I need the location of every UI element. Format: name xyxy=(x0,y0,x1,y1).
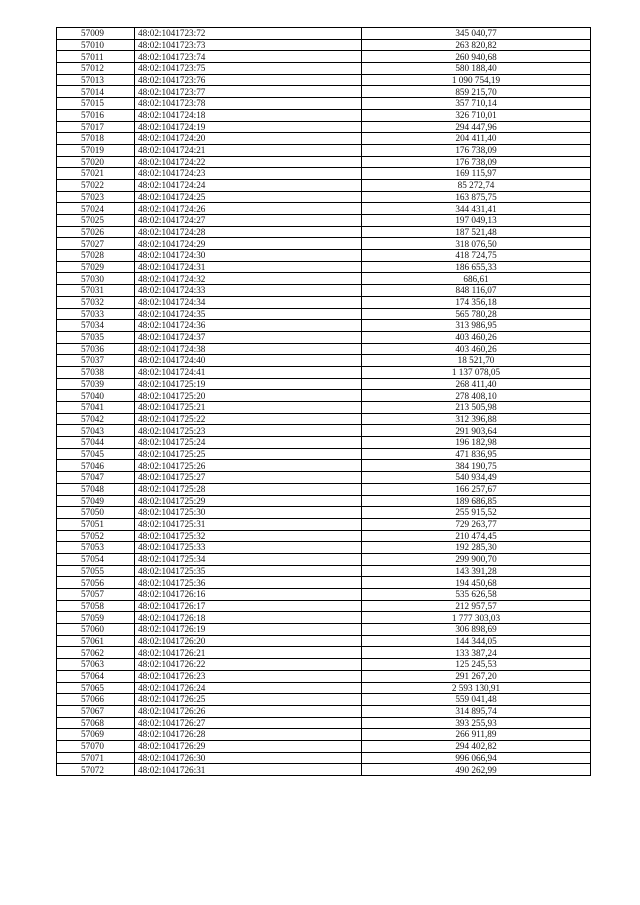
cadastral-number: 48:02:1041725:28 xyxy=(135,483,362,495)
cadastral-number: 48:02:1041724:36 xyxy=(135,320,362,332)
table-row xyxy=(57,472,591,484)
cadastral-value: 299 900,70 xyxy=(362,553,591,565)
cadastral-number: 48:02:1041726:19 xyxy=(135,624,362,636)
table-row xyxy=(57,121,591,133)
row-number: 57051 xyxy=(57,518,135,530)
cadastral-number: 48:02:1041726:29 xyxy=(135,740,362,752)
cadastral-number: 48:02:1041724:29 xyxy=(135,238,362,250)
row-number: 57023 xyxy=(57,191,135,203)
row-number: 57021 xyxy=(57,168,135,180)
cadastral-number: 48:02:1041724:28 xyxy=(135,226,362,238)
row-number: 57013 xyxy=(57,74,135,86)
cadastral-number: 48:02:1041726:25 xyxy=(135,694,362,706)
row-number: 57036 xyxy=(57,343,135,355)
row-number: 57045 xyxy=(57,448,135,460)
cadastral-value: 2 593 130,91 xyxy=(362,682,591,694)
cadastral-number: 48:02:1041726:18 xyxy=(135,612,362,624)
cadastral-value: 686,61 xyxy=(362,273,591,285)
cadastral-number: 48:02:1041726:31 xyxy=(135,764,362,776)
row-number: 57042 xyxy=(57,413,135,425)
row-number: 57063 xyxy=(57,659,135,671)
row-number: 57053 xyxy=(57,542,135,554)
cadastral-number: 48:02:1041725:29 xyxy=(135,495,362,507)
cadastral-number: 48:02:1041725:35 xyxy=(135,565,362,577)
cadastral-number: 48:02:1041725:19 xyxy=(135,378,362,390)
cadastral-number: 48:02:1041724:27 xyxy=(135,215,362,227)
row-number: 57060 xyxy=(57,624,135,636)
cadastral-value: 306 898,69 xyxy=(362,624,591,636)
cadastral-value: 196 182,98 xyxy=(362,437,591,449)
cadastral-number: 48:02:1041723:73 xyxy=(135,39,362,51)
table-row xyxy=(57,74,591,86)
row-number: 57057 xyxy=(57,589,135,601)
table-row xyxy=(57,156,591,168)
row-number: 57069 xyxy=(57,729,135,741)
cadastral-number: 48:02:1041725:26 xyxy=(135,460,362,472)
row-number: 57040 xyxy=(57,390,135,402)
cadastral-value: 197 049,13 xyxy=(362,215,591,227)
table-row xyxy=(57,635,591,647)
row-number: 57034 xyxy=(57,320,135,332)
cadastral-number: 48:02:1041726:23 xyxy=(135,670,362,682)
cadastral-number: 48:02:1041723:72 xyxy=(135,28,362,40)
cadastral-number: 48:02:1041724:24 xyxy=(135,179,362,191)
cadastral-value: 318 076,50 xyxy=(362,238,591,250)
cadastral-number: 48:02:1041724:38 xyxy=(135,343,362,355)
table-row xyxy=(57,425,591,437)
row-number: 57072 xyxy=(57,764,135,776)
table-row xyxy=(57,694,591,706)
cadastral-number: 48:02:1041725:21 xyxy=(135,402,362,414)
table-row xyxy=(57,144,591,156)
row-number: 57054 xyxy=(57,553,135,565)
table-row xyxy=(57,179,591,191)
cadastral-value-table xyxy=(56,27,591,776)
table-row xyxy=(57,682,591,694)
table-row xyxy=(57,261,591,273)
row-number: 57017 xyxy=(57,121,135,133)
cadastral-number: 48:02:1041725:34 xyxy=(135,553,362,565)
table-row xyxy=(57,86,591,98)
row-number: 57010 xyxy=(57,39,135,51)
cadastral-number: 48:02:1041724:41 xyxy=(135,366,362,378)
cadastral-value: 255 915,52 xyxy=(362,507,591,519)
cadastral-number: 48:02:1041724:30 xyxy=(135,250,362,262)
cadastral-value: 403 460,26 xyxy=(362,343,591,355)
table-row xyxy=(57,717,591,729)
cadastral-value: 278 408,10 xyxy=(362,390,591,402)
row-number: 57033 xyxy=(57,308,135,320)
row-number: 57065 xyxy=(57,682,135,694)
cadastral-value: 187 521,48 xyxy=(362,226,591,238)
table-row xyxy=(57,320,591,332)
row-number: 57019 xyxy=(57,144,135,156)
row-number: 57059 xyxy=(57,612,135,624)
cadastral-value: 263 820,82 xyxy=(362,39,591,51)
cadastral-value: 85 272,74 xyxy=(362,179,591,191)
cadastral-value: 291 267,20 xyxy=(362,670,591,682)
table-row xyxy=(57,331,591,343)
cadastral-value: 1 090 754,19 xyxy=(362,74,591,86)
cadastral-number: 48:02:1041724:34 xyxy=(135,296,362,308)
cadastral-number: 48:02:1041723:77 xyxy=(135,86,362,98)
cadastral-value: 176 738,09 xyxy=(362,144,591,156)
table-row xyxy=(57,624,591,636)
cadastral-number: 48:02:1041726:21 xyxy=(135,647,362,659)
cadastral-number: 48:02:1041724:19 xyxy=(135,121,362,133)
cadastral-number: 48:02:1041726:28 xyxy=(135,729,362,741)
row-number: 57009 xyxy=(57,28,135,40)
row-number: 57030 xyxy=(57,273,135,285)
cadastral-value: 313 986,95 xyxy=(362,320,591,332)
row-number: 57044 xyxy=(57,437,135,449)
table-row xyxy=(57,308,591,320)
row-number: 57058 xyxy=(57,600,135,612)
table-row xyxy=(57,659,591,671)
table-row xyxy=(57,670,591,682)
cadastral-value: 144 344,05 xyxy=(362,635,591,647)
row-number: 57012 xyxy=(57,63,135,75)
row-number: 57041 xyxy=(57,402,135,414)
cadastral-value: 565 780,28 xyxy=(362,308,591,320)
cadastral-number: 48:02:1041725:23 xyxy=(135,425,362,437)
table-row xyxy=(57,589,591,601)
table-row xyxy=(57,273,591,285)
cadastral-number: 48:02:1041724:26 xyxy=(135,203,362,215)
cadastral-value: 729 263,77 xyxy=(362,518,591,530)
table-row xyxy=(57,168,591,180)
cadastral-value: 345 040,77 xyxy=(362,28,591,40)
table-row xyxy=(57,109,591,121)
cadastral-number: 48:02:1041723:78 xyxy=(135,98,362,110)
row-number: 57070 xyxy=(57,740,135,752)
cadastral-number: 48:02:1041726:22 xyxy=(135,659,362,671)
cadastral-value: 1 137 078,05 xyxy=(362,366,591,378)
table-row xyxy=(57,215,591,227)
row-number: 57048 xyxy=(57,483,135,495)
cadastral-number: 48:02:1041725:27 xyxy=(135,472,362,484)
table-row xyxy=(57,296,591,308)
row-number: 57011 xyxy=(57,51,135,63)
cadastral-value: 403 460,26 xyxy=(362,331,591,343)
row-number: 57052 xyxy=(57,530,135,542)
table-row xyxy=(57,495,591,507)
cadastral-number: 48:02:1041723:76 xyxy=(135,74,362,86)
cadastral-value: 996 066,94 xyxy=(362,752,591,764)
cadastral-number: 48:02:1041724:23 xyxy=(135,168,362,180)
row-number: 57018 xyxy=(57,133,135,145)
table-row xyxy=(57,530,591,542)
table-row xyxy=(57,378,591,390)
table-row xyxy=(57,437,591,449)
table-row xyxy=(57,612,591,624)
cadastral-number: 48:02:1041725:32 xyxy=(135,530,362,542)
cadastral-value: 125 245,53 xyxy=(362,659,591,671)
row-number: 57050 xyxy=(57,507,135,519)
cadastral-number: 48:02:1041724:22 xyxy=(135,156,362,168)
table-row xyxy=(57,553,591,565)
table-row xyxy=(57,413,591,425)
cadastral-value: 186 655,33 xyxy=(362,261,591,273)
cadastral-value: 163 875,75 xyxy=(362,191,591,203)
row-number: 57055 xyxy=(57,565,135,577)
table-row xyxy=(57,507,591,519)
cadastral-number: 48:02:1041724:37 xyxy=(135,331,362,343)
cadastral-value: 314 895,74 xyxy=(362,705,591,717)
row-number: 57037 xyxy=(57,355,135,367)
row-number: 57071 xyxy=(57,752,135,764)
row-number: 57020 xyxy=(57,156,135,168)
cadastral-number: 48:02:1041725:20 xyxy=(135,390,362,402)
cadastral-value: 294 402,82 xyxy=(362,740,591,752)
cadastral-number: 48:02:1041725:22 xyxy=(135,413,362,425)
row-number: 57014 xyxy=(57,86,135,98)
cadastral-number: 48:02:1041726:30 xyxy=(135,752,362,764)
cadastral-value: 1 777 303,03 xyxy=(362,612,591,624)
table-row xyxy=(57,133,591,145)
cadastral-value: 204 411,40 xyxy=(362,133,591,145)
table-row xyxy=(57,98,591,110)
row-number: 57049 xyxy=(57,495,135,507)
table-row xyxy=(57,238,591,250)
cadastral-value: 194 450,68 xyxy=(362,577,591,589)
cadastral-number: 48:02:1041724:21 xyxy=(135,144,362,156)
table-row xyxy=(57,390,591,402)
cadastral-value: 580 188,40 xyxy=(362,63,591,75)
cadastral-value: 357 710,14 xyxy=(362,98,591,110)
cadastral-number: 48:02:1041724:31 xyxy=(135,261,362,273)
table-row xyxy=(57,402,591,414)
cadastral-number: 48:02:1041724:20 xyxy=(135,133,362,145)
cadastral-value: 535 626,58 xyxy=(362,589,591,601)
row-number: 57062 xyxy=(57,647,135,659)
cadastral-number: 48:02:1041725:33 xyxy=(135,542,362,554)
cadastral-value: 210 474,45 xyxy=(362,530,591,542)
row-number: 57047 xyxy=(57,472,135,484)
cadastral-value: 174 356,18 xyxy=(362,296,591,308)
cadastral-number: 48:02:1041726:16 xyxy=(135,589,362,601)
row-number: 57068 xyxy=(57,717,135,729)
table-row xyxy=(57,764,591,776)
cadastral-value: 418 724,75 xyxy=(362,250,591,262)
row-number: 57039 xyxy=(57,378,135,390)
table-row xyxy=(57,191,591,203)
cadastral-number: 48:02:1041724:32 xyxy=(135,273,362,285)
cadastral-number: 48:02:1041724:40 xyxy=(135,355,362,367)
table-row xyxy=(57,542,591,554)
table-row xyxy=(57,63,591,75)
row-number: 57028 xyxy=(57,250,135,262)
row-number: 57035 xyxy=(57,331,135,343)
cadastral-number: 48:02:1041725:24 xyxy=(135,437,362,449)
cadastral-number: 48:02:1041723:75 xyxy=(135,63,362,75)
cadastral-value: 166 257,67 xyxy=(362,483,591,495)
table-row xyxy=(57,28,591,40)
row-number: 57026 xyxy=(57,226,135,238)
cadastral-number: 48:02:1041726:20 xyxy=(135,635,362,647)
cadastral-number: 48:02:1041726:26 xyxy=(135,705,362,717)
cadastral-value: 18 521,70 xyxy=(362,355,591,367)
table-row xyxy=(57,285,591,297)
table-row xyxy=(57,518,591,530)
table-row xyxy=(57,366,591,378)
row-number: 57046 xyxy=(57,460,135,472)
cadastral-value: 143 391,28 xyxy=(362,565,591,577)
cadastral-value: 540 934,49 xyxy=(362,472,591,484)
row-number: 57056 xyxy=(57,577,135,589)
table-body xyxy=(57,28,591,776)
table-row xyxy=(57,647,591,659)
cadastral-number: 48:02:1041726:24 xyxy=(135,682,362,694)
cadastral-value: 212 957,57 xyxy=(362,600,591,612)
row-number: 57067 xyxy=(57,705,135,717)
cadastral-number: 48:02:1041724:25 xyxy=(135,191,362,203)
cadastral-value: 848 116,07 xyxy=(362,285,591,297)
cadastral-number: 48:02:1041723:74 xyxy=(135,51,362,63)
row-number: 57038 xyxy=(57,366,135,378)
cadastral-value: 312 396,88 xyxy=(362,413,591,425)
row-number: 57043 xyxy=(57,425,135,437)
row-number: 57016 xyxy=(57,109,135,121)
cadastral-value: 859 215,70 xyxy=(362,86,591,98)
table-row xyxy=(57,729,591,741)
table-row xyxy=(57,250,591,262)
cadastral-value: 133 387,24 xyxy=(362,647,591,659)
table-row xyxy=(57,705,591,717)
cadastral-value: 384 190,75 xyxy=(362,460,591,472)
row-number: 57029 xyxy=(57,261,135,273)
table-row xyxy=(57,740,591,752)
row-number: 57064 xyxy=(57,670,135,682)
cadastral-value: 189 686,85 xyxy=(362,495,591,507)
cadastral-number: 48:02:1041724:35 xyxy=(135,308,362,320)
table-row xyxy=(57,39,591,51)
table-row xyxy=(57,752,591,764)
table-row xyxy=(57,51,591,63)
row-number: 57015 xyxy=(57,98,135,110)
row-number: 57061 xyxy=(57,635,135,647)
cadastral-number: 48:02:1041725:31 xyxy=(135,518,362,530)
table-row xyxy=(57,355,591,367)
cadastral-value: 169 115,97 xyxy=(362,168,591,180)
cadastral-value: 326 710,01 xyxy=(362,109,591,121)
cadastral-number: 48:02:1041726:17 xyxy=(135,600,362,612)
cadastral-number: 48:02:1041725:36 xyxy=(135,577,362,589)
row-number: 57024 xyxy=(57,203,135,215)
cadastral-value: 344 431,41 xyxy=(362,203,591,215)
cadastral-number: 48:02:1041724:33 xyxy=(135,285,362,297)
row-number: 57027 xyxy=(57,238,135,250)
table-row xyxy=(57,448,591,460)
row-number: 57032 xyxy=(57,296,135,308)
cadastral-value: 490 262,99 xyxy=(362,764,591,776)
row-number: 57025 xyxy=(57,215,135,227)
cadastral-value: 294 447,96 xyxy=(362,121,591,133)
table-row xyxy=(57,577,591,589)
table-row xyxy=(57,460,591,472)
table-row xyxy=(57,203,591,215)
row-number: 57031 xyxy=(57,285,135,297)
cadastral-value: 260 940,68 xyxy=(362,51,591,63)
table-row xyxy=(57,483,591,495)
cadastral-value: 268 411,40 xyxy=(362,378,591,390)
table-row xyxy=(57,343,591,355)
table-row xyxy=(57,600,591,612)
table-row xyxy=(57,226,591,238)
row-number: 57022 xyxy=(57,179,135,191)
cadastral-number: 48:02:1041726:27 xyxy=(135,717,362,729)
cadastral-value: 291 903,64 xyxy=(362,425,591,437)
cadastral-value: 192 285,30 xyxy=(362,542,591,554)
cadastral-value: 393 255,93 xyxy=(362,717,591,729)
cadastral-number: 48:02:1041725:25 xyxy=(135,448,362,460)
cadastral-number: 48:02:1041724:18 xyxy=(135,109,362,121)
cadastral-number: 48:02:1041725:30 xyxy=(135,507,362,519)
table-row xyxy=(57,565,591,577)
cadastral-value: 559 041,48 xyxy=(362,694,591,706)
cadastral-value: 176 738,09 xyxy=(362,156,591,168)
row-number: 57066 xyxy=(57,694,135,706)
cadastral-value: 471 836,95 xyxy=(362,448,591,460)
cadastral-value: 266 911,89 xyxy=(362,729,591,741)
cadastral-value: 213 505,98 xyxy=(362,402,591,414)
